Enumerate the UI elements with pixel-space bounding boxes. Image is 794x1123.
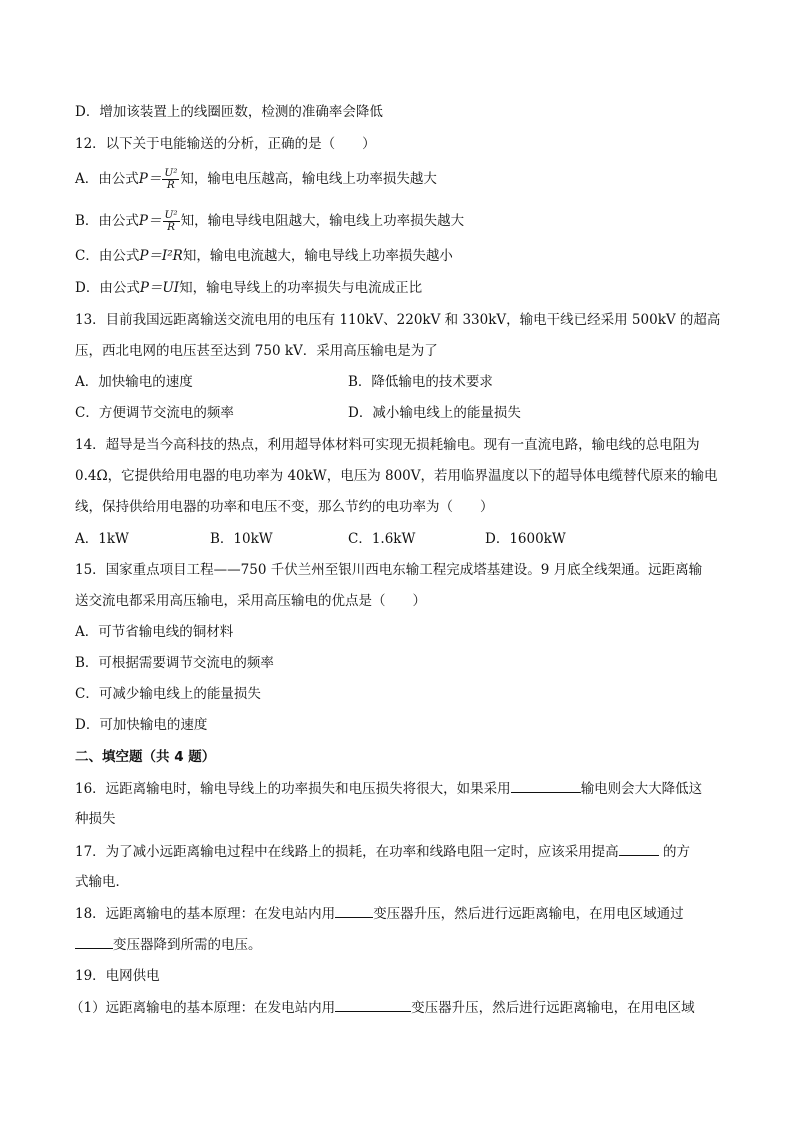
q13-line-2: 压，西北电网的电压甚至达到 750 kV．采用高压输电是为了 xyxy=(75,343,438,359)
q12-a-prefix: A．由公式 xyxy=(75,171,139,187)
fraction-denominator: R xyxy=(167,221,175,233)
q12-c-prefix: C．由公式 xyxy=(75,248,140,264)
q12-a-suffix: 知，输电电压越高，输电线上功率损失越大 xyxy=(180,171,437,187)
q13-option-c: C．方便调节交流电的频率 xyxy=(75,405,234,421)
q16-answer-blank[interactable] xyxy=(511,778,581,793)
q11-option-d: D．增加该装置上的线圈匝数，检测的准确率会降低 xyxy=(75,104,383,120)
section-heading-fill-in: 二、填空题（共 4 题） xyxy=(75,749,216,765)
q18-text-after-blank-2: 变压器降到所需的电压。 xyxy=(113,937,262,953)
q17-line-2: 式输电． xyxy=(75,874,129,890)
q12-b-prefix: B．由公式 xyxy=(75,213,139,229)
q12-d-suffix: 知，输电导线上的功率损失与电流成正比 xyxy=(179,280,423,296)
q15-option-a: A．可节省输电线的铜材料 xyxy=(75,624,234,640)
q12-a-fraction xyxy=(162,168,179,191)
q19-text-before-blank: （1）远距离输电的基本原理：在发电站内用 xyxy=(70,1000,336,1016)
q18-line-1 xyxy=(75,903,684,924)
q14-option-d: D．1600kW xyxy=(485,531,566,547)
q17-text-before-blank: 17．为了减小远距离输电过程中在线路上的损耗，在功率和线路电阻一定时，应该采用提高 xyxy=(75,844,619,860)
q15-option-b: B．可根据需要调节交流电的频率 xyxy=(75,655,274,671)
q14-line-1: 14．超导是当今高科技的热点，利用超导体材料可实现无损耗输电。现有一直流电路，输电线的总电阻为 xyxy=(75,437,700,453)
q18-answer-blank-1[interactable] xyxy=(335,903,373,918)
q12-c-formula: P＝I²R xyxy=(139,248,183,264)
fraction-denominator: R xyxy=(166,179,175,191)
q15-line-1: 15．国家重点项目工程——750 千伏兰州至银川西电东输工程完成塔基建设。9 月底全线架通。远距离输 xyxy=(75,562,703,578)
q12-option-a xyxy=(75,162,437,196)
q17-answer-blank[interactable] xyxy=(619,841,659,856)
q18-line-2 xyxy=(75,934,262,955)
q15-option-d: D．可加快输电的速度 xyxy=(75,717,208,733)
q12-b-suffix: 知，输电导线电阻越大，输电线上功率损失越大 xyxy=(180,213,465,229)
q13-option-d: D．减小输电线上的能量损失 xyxy=(348,405,521,421)
q14-line-3: 线，保持供给用电器的功率和电压不变，那么节约的电功率为（ ） xyxy=(75,499,494,515)
q19-answer-blank[interactable] xyxy=(335,997,411,1012)
q12-option-b xyxy=(75,204,464,238)
q14-option-b: B．10kW xyxy=(210,531,273,547)
q13-option-a: A．加快输电的速度 xyxy=(75,374,193,390)
fraction-numerator: U² xyxy=(164,167,178,179)
q12-d-formula: P＝UI xyxy=(139,280,180,296)
q18-text-after-blank-1: 变压器升压，然后进行远距离输电，在用电区域通过 xyxy=(373,906,684,922)
q15-option-c: C．可减少输电线上的能量损失 xyxy=(75,686,261,702)
q16-line-1 xyxy=(75,778,702,799)
q13-line-1: 13．目前我国远距离输送交流电用的电压有 110kV、220kV 和 330kV，输电干线已经采用 500kV 的超高 xyxy=(75,312,721,328)
q12-a-p: P＝ xyxy=(138,171,162,187)
q12-b-fraction xyxy=(163,210,180,233)
q16-text-after-blank: 输电则会大大降低这 xyxy=(580,781,703,797)
q12-d-prefix: D．由公式 xyxy=(75,280,140,296)
q18-text-before-blank: 18．远距离输电的基本原理：在发电站内用 xyxy=(75,906,336,922)
q16-text-before-blank: 16．远距离输电时，输电导线上的功率损失和电压损失将很大，如果采用 xyxy=(75,781,511,797)
fraction-numerator: U² xyxy=(164,209,178,221)
q12-c-suffix: 知，输电电流越大，输电导线上功率损失越小 xyxy=(182,248,453,264)
q12-option-c xyxy=(75,246,453,266)
q17-line-1 xyxy=(75,841,690,862)
q14-line-2: 0.4Ω，它提供给用电器的电功率为 40kW，电压为 800V，若用临界温度以下的超导体电缆替代原来的输电 xyxy=(75,468,718,484)
q17-text-after-blank: 的方 xyxy=(658,844,690,860)
q14-option-c: C．1.6kW xyxy=(348,531,416,547)
q12-stem: 12．以下关于电能输送的分析，正确的是（ ） xyxy=(75,136,376,152)
q19-text-after-blank: 变压器升压，然后进行远距离输电，在用电区域 xyxy=(411,1000,695,1016)
q15-line-2: 送交流电都采用高压输电，采用高压输电的优点是（ ） xyxy=(75,593,426,609)
q18-answer-blank-2[interactable] xyxy=(75,934,113,949)
q19-sub-1 xyxy=(70,997,695,1018)
q16-line-2: 种损失 xyxy=(75,811,116,827)
q12-option-d xyxy=(75,278,422,298)
q12-b-p: P＝ xyxy=(138,213,162,229)
q13-option-b: B．降低输电的技术要求 xyxy=(348,374,493,390)
q14-option-a: A．1kW xyxy=(75,531,129,547)
q19-title: 19．电网供电 xyxy=(75,968,160,984)
